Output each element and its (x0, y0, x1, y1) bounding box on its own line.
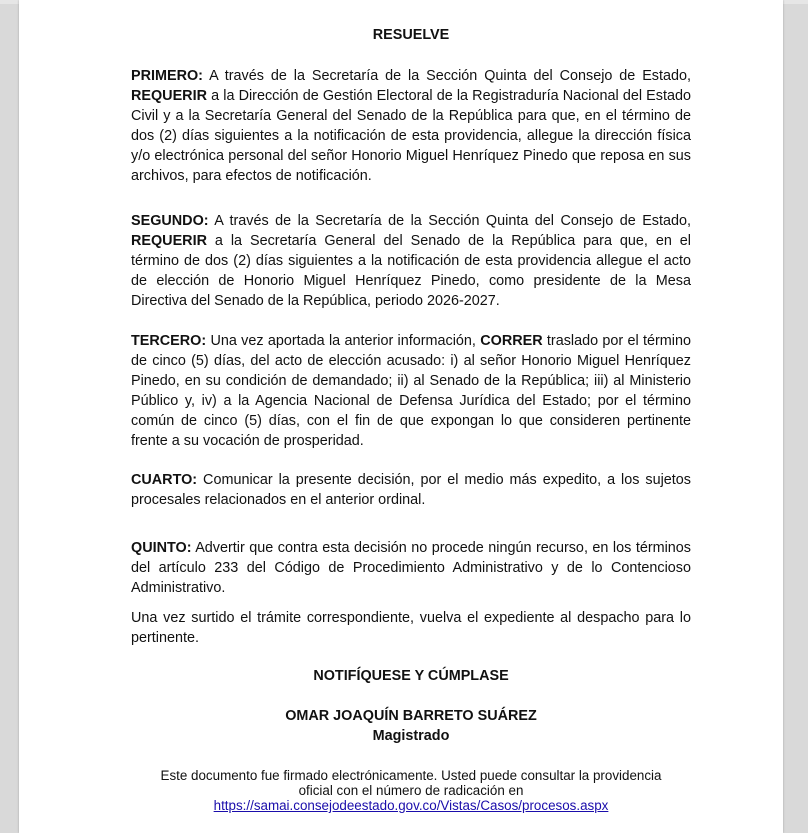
ordinal-label: PRIMERO: (131, 68, 203, 84)
footer-line-2: oficial con el número de radicación en (298, 783, 524, 798)
electronic-signature-notice (131, 768, 691, 813)
paragraph-quinto (131, 538, 691, 598)
samai-link[interactable]: https://samai.consejodeestado.gov.co/Vistas/Casos/procesos.aspx (213, 798, 609, 813)
body-text: A través de la Secretaría de la Sección Quinta del Consejo de Estado, (202, 68, 691, 84)
body-text: a la Dirección de Gestión Electoral de la Registraduría Nacional del Estado Civil y a la Secretaría General del Senado de la República para que, en el término de dos (2) días siguientes a la notificación de esta providencia, allegue la dirección física y/o electrónica personal del señor Honorio Miguel Henríquez Pinedo que reposa en sus archivos, para efectos de notificación. (131, 88, 691, 184)
keyword-text: REQUERIR (131, 88, 207, 104)
footer-line-1: Este documento fue firmado electrónicamente. Usted puede consultar la providencia (160, 768, 662, 783)
keyword-text: REQUERIR (131, 233, 207, 249)
ordinal-label: TERCERO: (131, 333, 207, 349)
paragraph-primero (131, 66, 691, 186)
body-text: A través de la Secretaría de la Sección Quinta del Consejo de Estado, (208, 213, 691, 229)
body-text: Advertir que contra esta decisión no procede ningún recurso, en los términos del artículo 233 del Código de Procedimiento Administrativo y de lo Contencioso Administrativo. (131, 540, 691, 596)
notify-heading: NOTIFÍQUESE Y CÚMPLASE (313, 668, 509, 684)
resolution-heading: RESUELVE (372, 27, 450, 43)
body-text: Una vez aportada la anterior información, (206, 333, 481, 349)
paragraph-tercero (131, 331, 691, 451)
body-text: a la Secretaría General del Senado de la República para que, en el término de dos (2) días siguientes a la notificación de esta providencia allegue el acto de elección de Honorio Miguel Henríquez Pinedo, como presidente de la Mesa Directiva del Senado de la República, periodo 2026-2027. (131, 233, 691, 309)
paragraph-cuarto (131, 470, 691, 510)
keyword-text: CORRER (480, 333, 543, 349)
ordinal-label: CUARTO: (131, 472, 198, 488)
ordinal-label: SEGUNDO: (131, 213, 209, 229)
closing-text: Una vez surtido el trámite correspondiente, vuelva el expediente al despacho para lo pertinente. (131, 610, 691, 646)
closing-paragraph (131, 608, 691, 648)
ordinal-label: QUINTO: (131, 540, 192, 556)
signer-name: OMAR JOAQUÍN BARRETO SUÁREZ (285, 708, 537, 724)
paragraph-segundo (131, 211, 691, 311)
body-text: Comunicar la presente decisión, por el medio más expedito, a los sujetos procesales relacionados en el anterior ordinal. (131, 472, 691, 508)
signer-title: Magistrado (372, 728, 450, 744)
body-text: traslado por el término de cinco (5) días, del acto de elección acusado: i) al señor Honorio Miguel Henríquez Pinedo, en su condición de demandado; ii) al Senado de la República; iii) al Ministerio Público y, iv) a la Agencia Nacional de Defensa Jurídica del Estado; por el término común de cinco (5) días, con el fin de que expongan lo que consideren pertinente frente a su vocación de prosperidad. (131, 333, 691, 449)
